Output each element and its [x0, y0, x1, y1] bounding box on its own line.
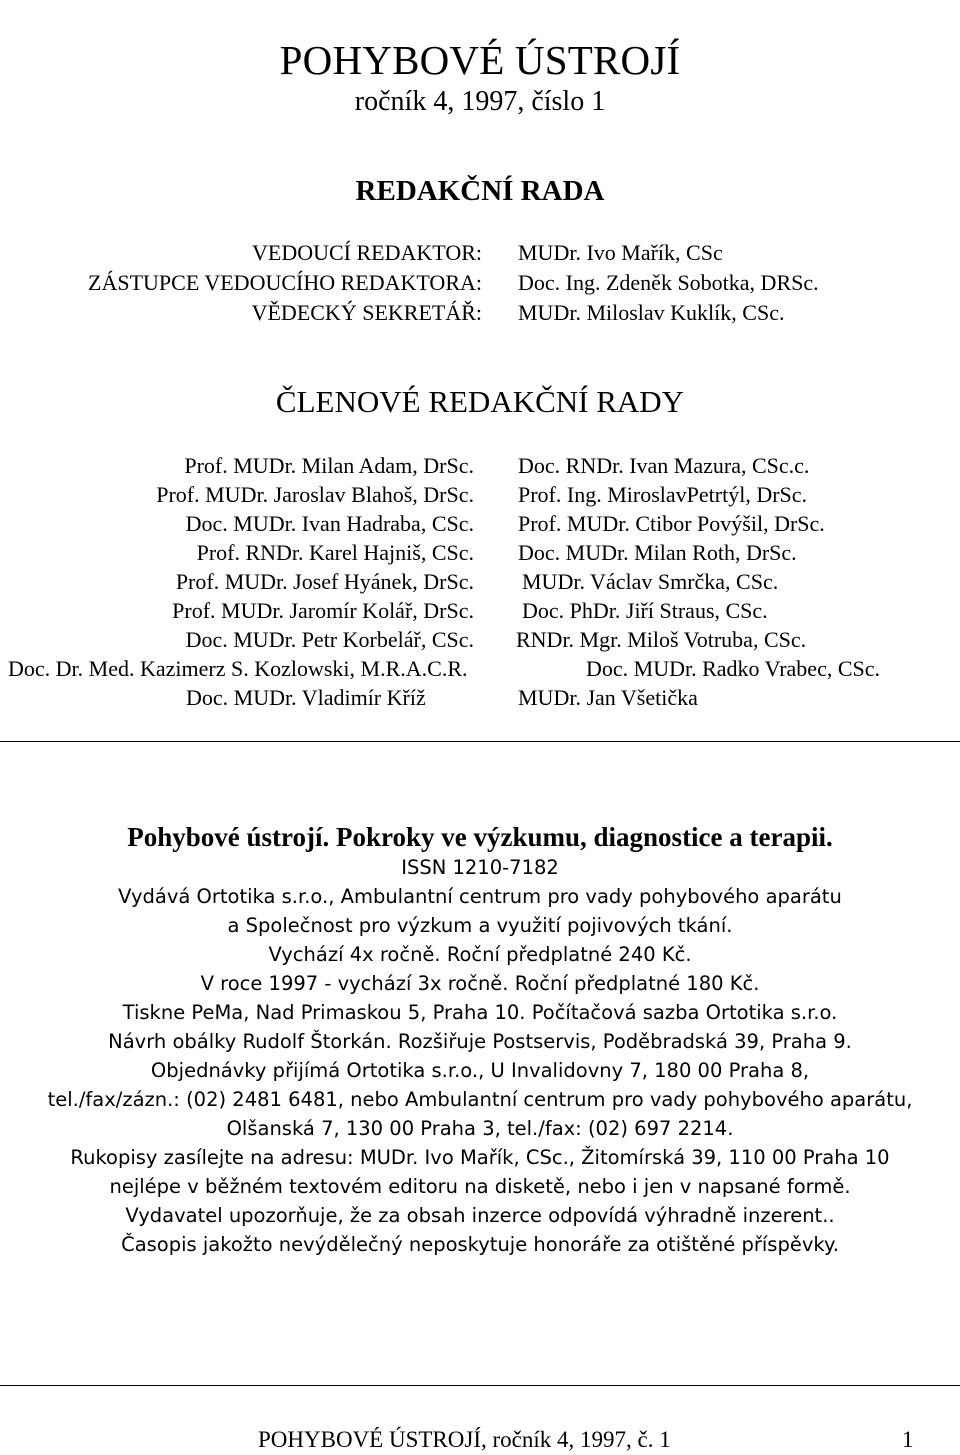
divider: [0, 741, 960, 742]
member-right: RNDr. Mgr. Miloš Votruba, CSc.: [516, 627, 807, 652]
member-right: Prof. MUDr. Ctibor Povýšil, DrSc.: [518, 511, 825, 536]
info-line: Návrh obálky Rudolf Štorkán. Rozšiřuje Postservis, Poděbradská 39, Praha 9.: [108, 1030, 852, 1053]
issue-subtitle: ročník 4, 1997, číslo 1: [354, 86, 606, 117]
member-right: MUDr. Jan Všetička: [518, 685, 698, 710]
info-line: a Společnost pro výzkum a využití pojivových tkání.: [227, 914, 733, 937]
info-line: Objednávky přijímá Ortotika s.r.o., U Invalidovny 7, 180 00 Praha 8,: [150, 1059, 810, 1082]
member-right: MUDr. Václav Smrčka, CSc.: [522, 569, 779, 594]
role-label: VEDOUCÍ REDAKTOR:: [252, 240, 482, 265]
members-heading: ČLENOVÉ REDAKČNÍ RADY: [275, 384, 685, 419]
info-line: Vychází 4x ročně. Roční předplatné 240 Kč.: [268, 943, 692, 966]
member-left: Prof. MUDr. Milan Adam, DrSc.: [184, 453, 474, 478]
member-right: Doc. RNDr. Ivan Mazura, CSc.c.: [518, 453, 810, 478]
info-line: Vydává Ortotika s.r.o., Ambulantní centrum pro vady pohybového aparátu: [118, 885, 842, 908]
info-line: Rukopisy zasílejte na adresu: MUDr. Ivo Mařík, CSc., Žitomírská 39, 110 00 Praha 10: [70, 1146, 890, 1169]
member-left: Prof. RNDr. Karel Hajniš, CSc.: [196, 540, 474, 565]
info-line: ISSN 1210-7182: [401, 856, 559, 879]
info-line: Olšanská 7, 130 00 Praha 3, tel./fax: (02) 697 2214.: [226, 1117, 734, 1140]
footer-divider: [0, 1385, 960, 1386]
info-line: Časopis jakožto nevýdělečný neposkytuje honoráře za otištěné příspěvky.: [121, 1233, 839, 1256]
member-right: Doc. PhDr. Jiří Straus, CSc.: [522, 598, 768, 623]
page-number: 1: [902, 1427, 914, 1452]
editorial-board-heading: REDAKČNÍ RADA: [355, 175, 605, 207]
running-footer: POHYBOVÉ ÚSTROJÍ, ročník 4, 1997, č. 1: [258, 1427, 671, 1452]
member-right: Doc. MUDr. Milan Roth, DrSc.: [518, 540, 797, 565]
role-name: Doc. Ing. Zdeněk Sobotka, DRSc.: [518, 270, 819, 295]
info-line: Tiskne PeMa, Nad Primaskou 5, Praha 10. Počítačová sazba Ortotika s.r.o.: [122, 1001, 838, 1024]
member-left: Doc. Dr. Med. Kazimerz S. Kozlowski, M.R.A.C.R.: [8, 656, 468, 681]
member-left: Prof. MUDr. Jaroslav Blahoš, DrSc.: [156, 482, 474, 507]
member-right: Doc. MUDr. Radko Vrabec, CSc.: [586, 656, 881, 681]
publication-title: Pohybové ústrojí. Pokroky ve výzkumu, diagnostice a terapii.: [127, 822, 833, 852]
info-line: tel./fax/zázn.: (02) 2481 6481, nebo Ambulantní centrum pro vady pohybového aparátu,: [47, 1088, 913, 1111]
info-line: Vydavatel upozorňuje, že za obsah inzerce odpovídá výhradně inzerent..: [125, 1204, 835, 1227]
page-title: POHYBOVÉ ÚSTROJÍ: [279, 37, 681, 83]
member-left: Doc. MUDr. Vladimír Kříž: [186, 685, 426, 710]
member-left: Doc. MUDr. Ivan Hadraba, CSc.: [185, 511, 474, 536]
member-right: Prof. Ing. MiroslavPetrtýl, DrSc.: [518, 482, 808, 507]
role-name: MUDr. Ivo Mařík, CSc: [518, 240, 723, 265]
role-label: VĚDECKÝ SEKRETÁŘ:: [251, 300, 482, 325]
member-left: Prof. MUDr. Josef Hyánek, DrSc.: [175, 569, 474, 594]
info-line: nejlépe v běžném textovém editoru na disketě, nebo i jen v napsané formě.: [109, 1175, 851, 1198]
member-left: Prof. MUDr. Jaromír Kolář, DrSc.: [172, 598, 474, 623]
role-name: MUDr. Miloslav Kuklík, CSc.: [518, 300, 785, 325]
role-label: ZÁSTUPCE VEDOUCÍHO REDAKTORA:: [88, 270, 482, 295]
member-left: Doc. MUDr. Petr Korbelář, CSc.: [185, 627, 474, 652]
info-line: V roce 1997 - vychází 3x ročně. Roční předplatné 180 Kč.: [200, 972, 760, 995]
